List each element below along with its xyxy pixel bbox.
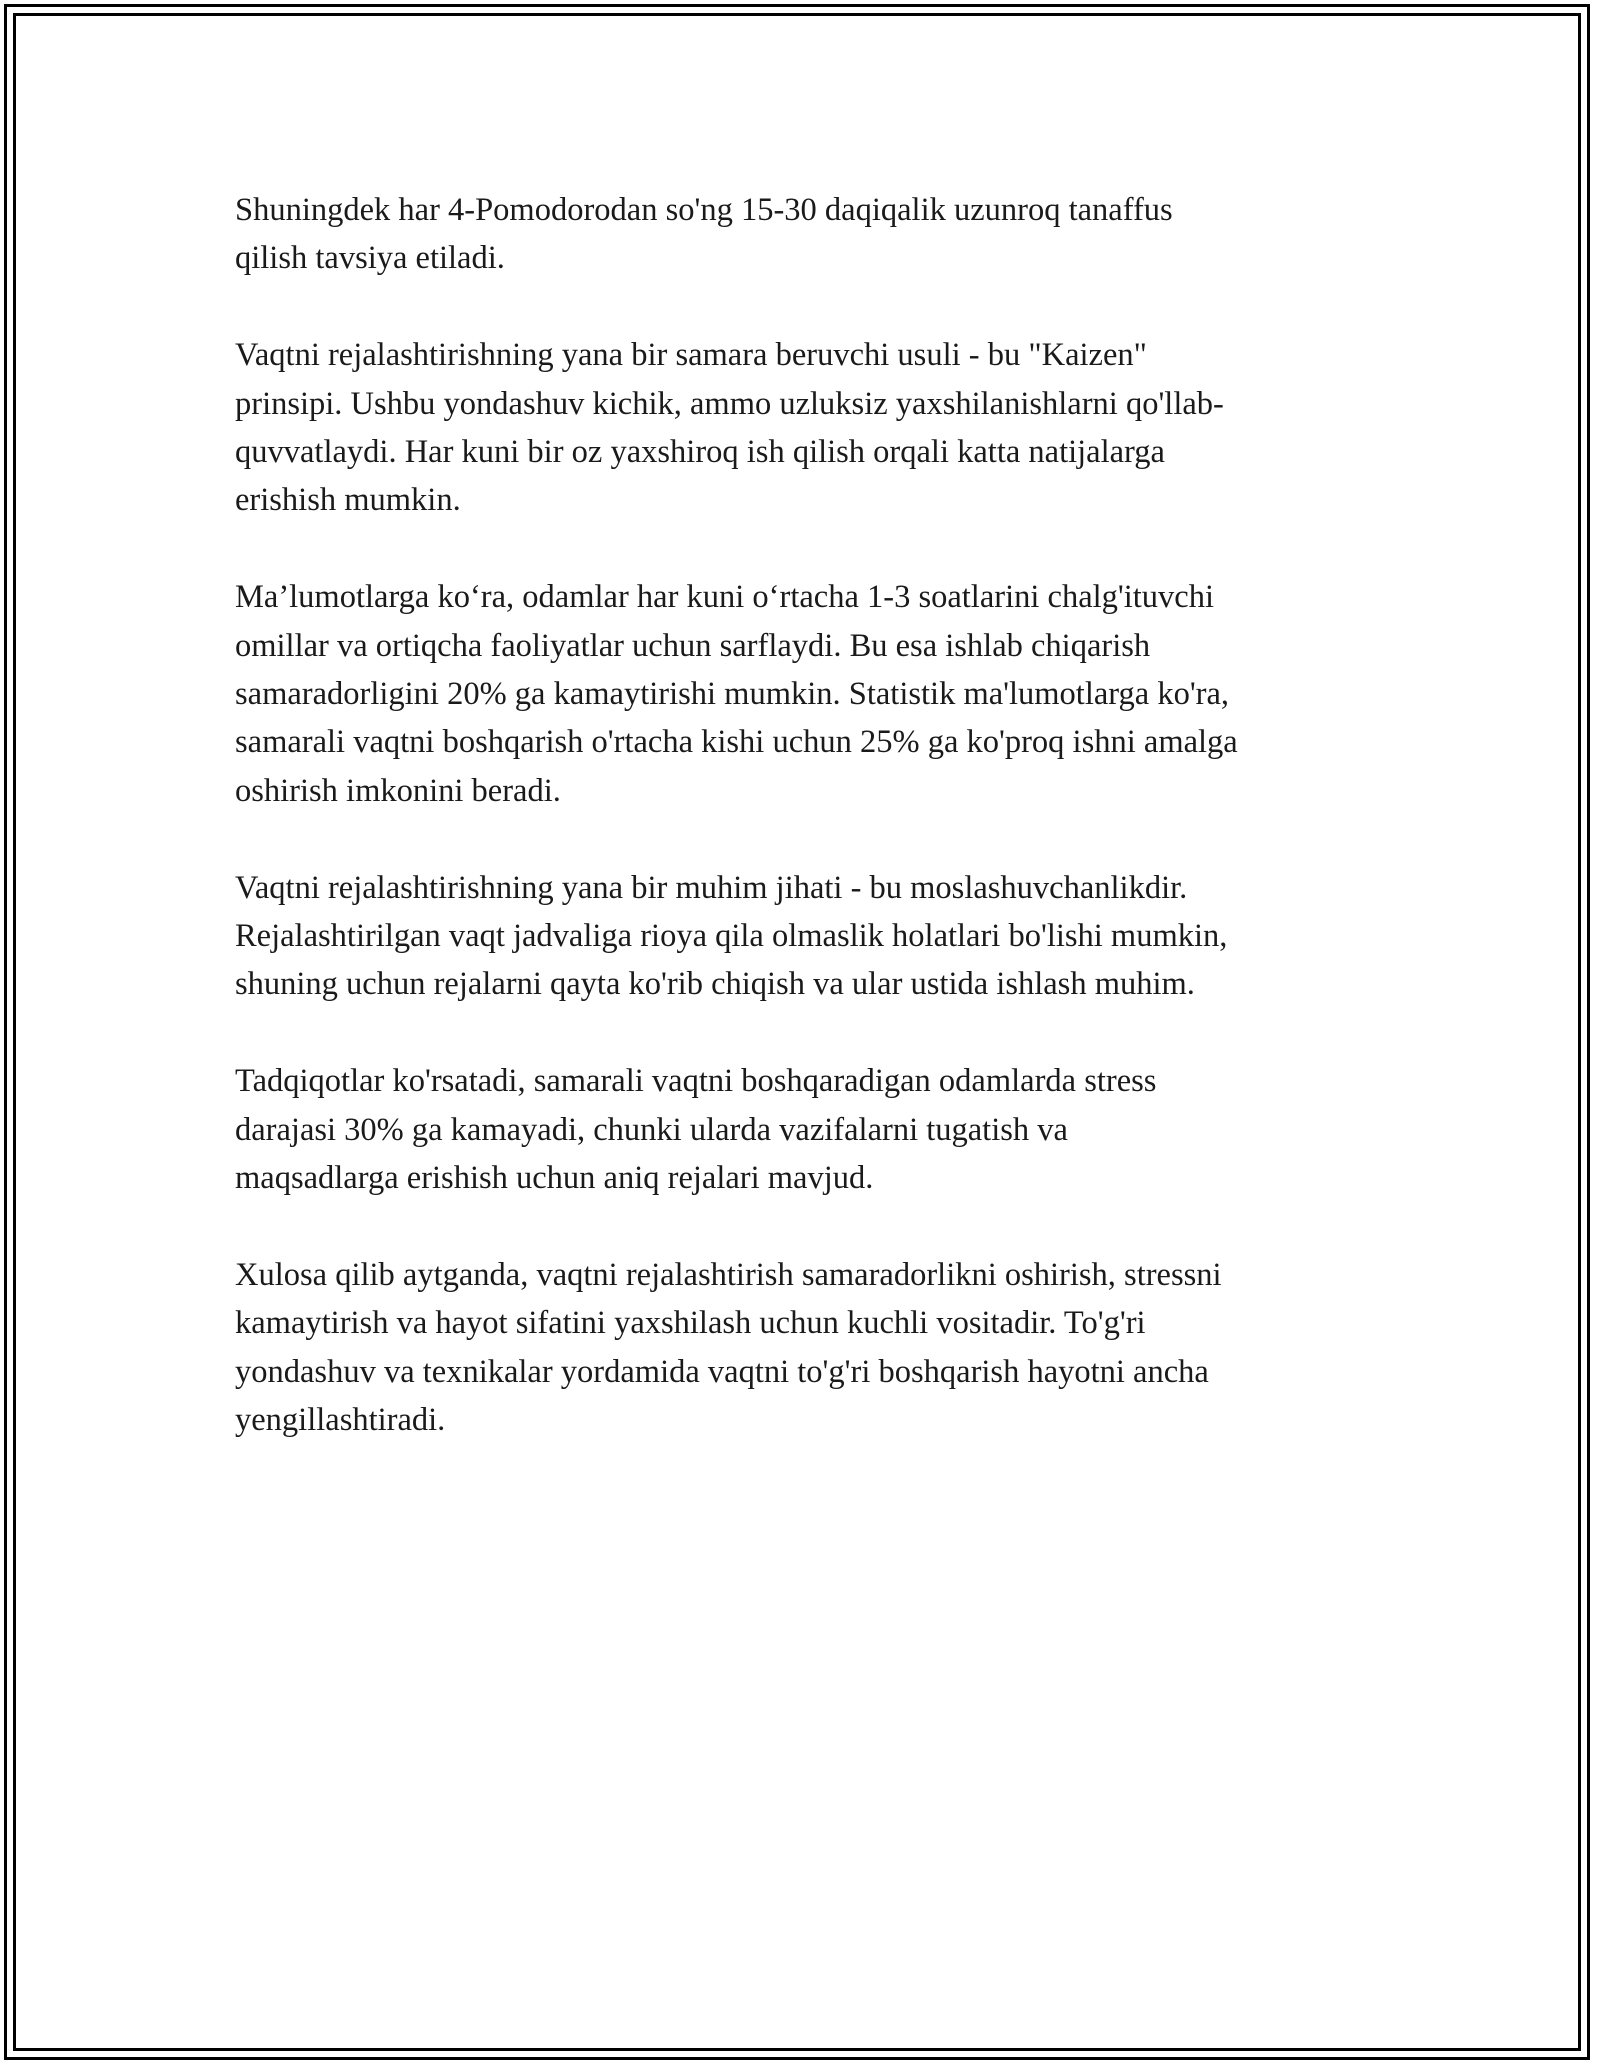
paragraph-conclusion: Xulosa qilib aytganda, vaqtni rejalashtirish samaradorlikni oshirish, stressni kamaytirish va hayot sifatini yaxshilash uchun kuchli vositadir. To'g'ri yondashuv va texnikalar yordamida vaqtni to'g'ri boshqarish hayotni ancha yengillashtiradi. bbox=[235, 1256, 1222, 1439]
paragraph-stress: Tadqiqotlar ko'rsatadi, samarali vaqtni boshqaradigan odamlarda stress darajasi 30% ga kamayadi, chunki ularda vazifalarni tugatish va maqsadlarga erishish uchun aniq rejalari mavjud. bbox=[235, 1063, 1157, 1197]
paragraph-flexibility: Vaqtni rejalashtirishning yana bir muhim jihati - bu moslashuvchanlikdir. Rejalashtirilgan vaqt jadvaliga rioya qila olmaslik holatlari bo'lishi mumkin, shuning uchun rejalarni qayta ko'rib chiqish va ular ustida ishlash muhim. bbox=[235, 869, 1228, 1003]
paragraph-kaizen: Vaqtni rejalashtirishning yana bir samara beruvchi usuli - bu "Kaizen" prinsipi. Ushbu yondashuv kichik, ammo uzluksiz yaxshilanishlarni qo'llab- quvvatlaydi. Har kuni bir oz yaxshiroq ish qilish orqali katta natijalarga erishish mumkin. bbox=[235, 337, 1224, 519]
document-body bbox=[235, 186, 1385, 1493]
paragraph-pomodoro: Shuningdek har 4-Pomodorodan so'ng 15-30 daqiqalik uzunroq tanaffus qilish tavsiya etiladi. bbox=[235, 192, 1173, 277]
paragraph-statistics: Ma’lumotlarga ko‘ra, odamlar har kuni o‘rtacha 1-3 soatlarini chalg'ituvchi omillar va ortiqcha faoliyatlar uchun sarflaydi. Bu esa ishlab chiqarish samaradorligini 20% ga kamaytirishi mumkin. Statistik ma'lumotlarga ko'ra, samarali vaqtni boshqarish o'rtacha kishi uchun 25% ga ko'proq ishni amalga oshirish imkonini beradi. bbox=[235, 579, 1238, 809]
